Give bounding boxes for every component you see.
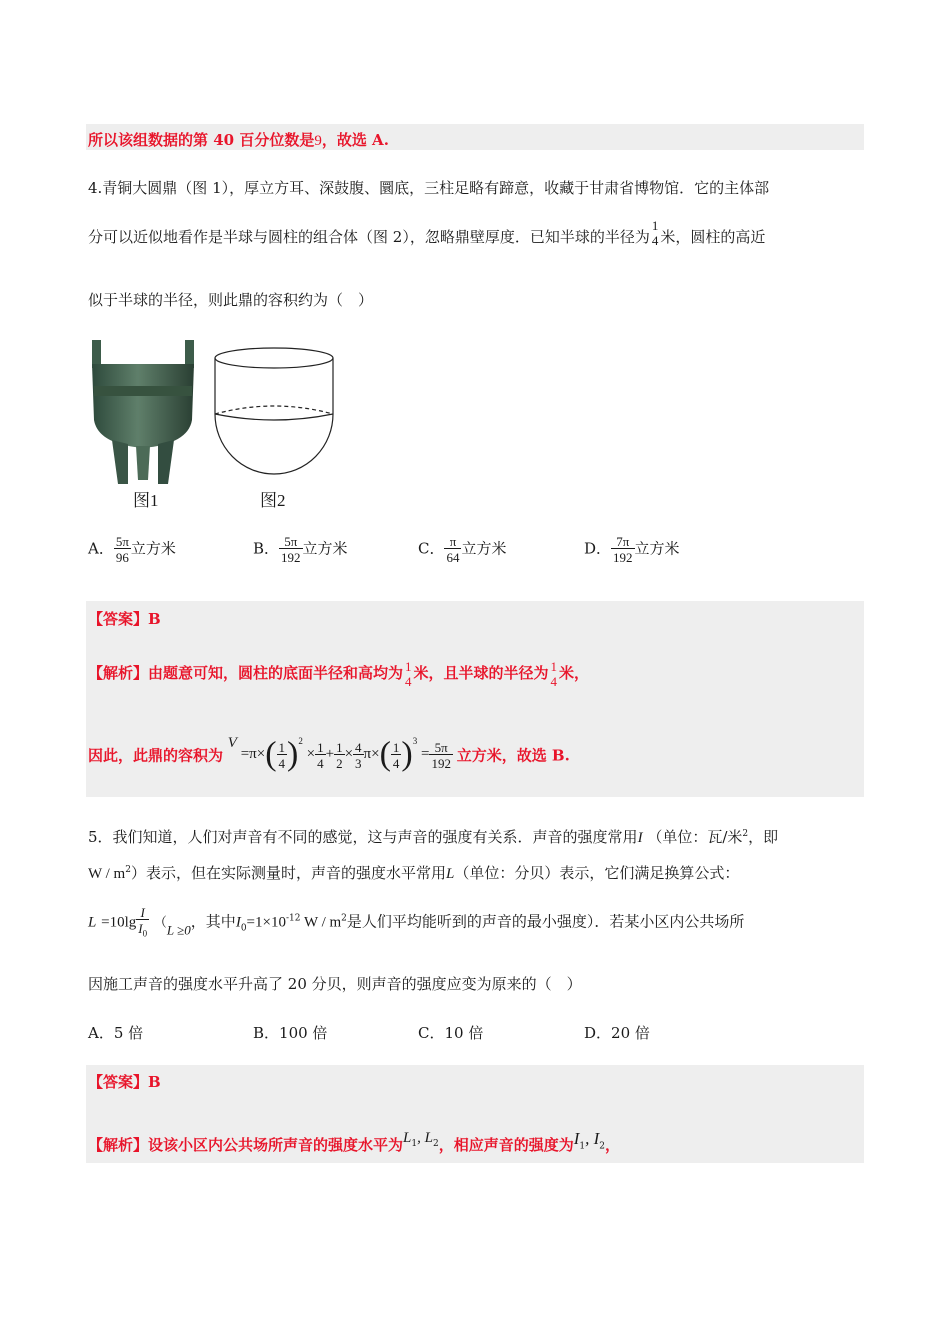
formula-frac <box>353 741 364 770</box>
analysis-text: 因此，此鼎的容积为 <box>88 746 224 765</box>
frac-den: 3 <box>355 755 362 771</box>
option-text: 100 倍 <box>279 1024 328 1042</box>
den-symbol: I <box>138 921 143 936</box>
q5-sup: 2 <box>742 829 749 839</box>
option-unit: 立方米 <box>461 539 507 558</box>
option-fraction <box>444 535 461 564</box>
frac-num: 1 <box>392 739 400 755</box>
analysis-text: 米， <box>559 664 590 682</box>
q5-analysis-line <box>88 1128 620 1155</box>
q5-line1 <box>88 826 778 847</box>
q5-cond: L ≥0 <box>166 922 191 938</box>
figure1-caption: 图1 <box>133 491 159 510</box>
q4-option-c <box>418 535 507 564</box>
q5-text: ）表示，但在实际测量时，声音的强度水平常用 <box>130 864 446 882</box>
option-unit: 立方米 <box>302 539 348 558</box>
q5-sup: 2 <box>125 865 131 875</box>
frac-den: 192 <box>281 550 301 565</box>
q4-answer-label: 【答案】B <box>88 610 161 628</box>
q5-line2 <box>88 862 739 883</box>
q5-text: （ <box>153 915 167 931</box>
formula-v: V <box>227 735 237 752</box>
frac-num: 1 <box>317 739 324 755</box>
q5-line3 <box>88 906 744 939</box>
q4-analysis-line1 <box>88 660 589 688</box>
q4-option-d <box>584 535 680 564</box>
q5-answer-label: 【答案】B <box>88 1073 161 1091</box>
q5-text: （单位：分贝）表示，它们满足换算公式： <box>454 864 740 882</box>
q5-option-a <box>88 1022 143 1043</box>
option-text: 10 倍 <box>444 1024 484 1042</box>
option-letter: C． <box>418 539 445 558</box>
analysis-text: 立方米，故选 B. <box>456 746 570 765</box>
frac-den: 4 <box>550 674 558 689</box>
analysis-label: 【解析】 <box>88 1136 149 1154</box>
analysis-text: 米，且半球的半径为 <box>413 664 549 682</box>
frac-den: 4 <box>651 233 659 248</box>
analysis-text: 设该小区内公共场所声音的强度水平为 <box>148 1136 404 1154</box>
q4-line2-text: 分可以近似地看作是半球与圆柱的组合体（图 2），忽略鼎壁厚度．已知半球的半径为 <box>88 228 650 246</box>
formula-times: × <box>344 746 354 763</box>
formula-eq: =10lg <box>101 914 137 931</box>
frac-num: 1 <box>278 739 286 755</box>
frac-num: 1 <box>651 218 659 233</box>
q5-option-d <box>584 1022 650 1043</box>
frac-den: 4 <box>317 755 324 771</box>
frac-num: 5π <box>115 534 129 549</box>
frac-den: 2 <box>336 755 343 771</box>
formula-frac <box>391 741 402 770</box>
paren-right: ) <box>287 736 299 773</box>
q5-symbol: L <box>445 866 455 882</box>
q4-line1: 4.青铜大圆鼎（图 1），厚立方耳、深鼓腹、圜底，三柱足略有蹄意，收藏于甘肃省博物馆．它的主体部 <box>88 179 770 197</box>
formula-eq: =π× <box>240 746 266 763</box>
q5-text: ，即 <box>748 828 779 846</box>
analysis-text: ， <box>605 1136 621 1154</box>
symbol: , L <box>417 1130 433 1146</box>
q4-radius-fraction <box>650 219 661 247</box>
frac-num: I <box>140 905 145 920</box>
frac-den: 192 <box>431 755 451 771</box>
option-text: 5 倍 <box>113 1024 144 1042</box>
frac-num: 5π <box>284 534 298 549</box>
paren-left: ( <box>265 736 277 773</box>
q4-line2-tail: 米，圆柱的高近 <box>660 228 766 246</box>
frac-den: 64 <box>446 550 460 565</box>
option-fraction <box>279 535 303 564</box>
q5-unit: W / m <box>300 914 342 931</box>
q5-text: ，其中 <box>190 912 236 931</box>
q4-line3: 似于半球的半径，则此鼎的容积约为（ ） <box>88 291 374 309</box>
option-text: 20 倍 <box>611 1024 650 1042</box>
formula-times: × <box>306 746 316 763</box>
prev-answer-text: 所以该组数据的第 40 百分位数是 <box>88 131 315 149</box>
volume-formula <box>227 735 457 773</box>
sub: 2 <box>599 1141 606 1152</box>
q5-unit: W / m <box>88 866 126 882</box>
bronze-ding-image <box>88 334 198 484</box>
q5-text: 是人们平均能听到的声音的最小强度）．若某小区内公共场所 <box>346 912 745 931</box>
hemisphere-cylinder-diagram <box>212 346 336 478</box>
option-fraction <box>611 535 635 564</box>
q5-text: 5．我们知道，人们对声音有不同的感觉，这与声音的强度有关系．声音的强度常用 <box>88 828 638 846</box>
formula-frac <box>315 741 326 770</box>
q4-line2 <box>88 218 766 248</box>
frac-den: 96 <box>114 548 131 564</box>
frac-num: 1 <box>550 659 558 674</box>
option-letter: D． <box>584 539 612 558</box>
q5-line4: 因施工声音的强度水平升高了 20 分贝，则声音的强度应变为原来的（ ） <box>88 975 582 993</box>
i1-i2-symbols <box>573 1129 606 1152</box>
symbol: L <box>403 1130 412 1146</box>
frac-den: 4 <box>278 755 286 771</box>
symbol: I <box>573 1129 580 1148</box>
option-letter: B． <box>253 539 280 558</box>
q5-symbol: I <box>235 914 241 931</box>
formula-exp: 2 <box>298 736 303 747</box>
formula-plus: + <box>325 746 335 763</box>
frac-num: 1 <box>405 659 412 674</box>
option-letter: A． <box>88 1024 114 1042</box>
q4-option-b <box>253 535 348 564</box>
analysis-text: ，相应声音的强度为 <box>438 1136 574 1154</box>
q5-sub: 0 <box>240 923 247 934</box>
q5-text: （单位：瓦/米 <box>647 828 743 846</box>
analysis-label: 【解析】 <box>88 664 149 682</box>
figure2-caption: 图2 <box>260 491 286 510</box>
sub: 1 <box>411 1139 418 1149</box>
formula-eq: = <box>420 746 430 763</box>
frac-num: 7π <box>616 534 630 549</box>
option-unit: 立方米 <box>634 539 680 558</box>
frac-den: 4 <box>405 674 412 689</box>
frac-num: π <box>449 534 457 549</box>
prev-answer-tail: ，故选 A. <box>321 131 389 149</box>
paren-right: ) <box>401 736 413 773</box>
paren-left: ( <box>379 736 391 773</box>
frac-den: 4 <box>392 755 400 771</box>
formula-exp: 3 <box>412 736 418 747</box>
formula-frac <box>334 741 345 770</box>
analysis-fraction <box>549 660 560 688</box>
q5-option-b <box>253 1022 327 1043</box>
q5-exp: -12 <box>285 913 301 924</box>
q5-option-c <box>418 1022 483 1043</box>
q5-symbol: I <box>637 830 643 846</box>
option-unit: 立方米 <box>130 539 176 558</box>
formula-frac <box>277 741 288 770</box>
sub: 1 <box>579 1141 586 1152</box>
frac-num: 5π <box>434 739 448 755</box>
den-sub: 0 <box>142 928 148 939</box>
q4-option-a <box>88 535 176 564</box>
frac-num: 1 <box>336 739 343 755</box>
analysis-text: 由题意可知，圆柱的底面半径和高均为 <box>148 664 404 682</box>
formula-result <box>429 741 453 770</box>
analysis-fraction <box>403 660 414 688</box>
formula-pi: π× <box>363 746 380 763</box>
option-letter: D． <box>584 1024 612 1042</box>
frac-den: 192 <box>613 550 633 565</box>
q5-value: =1×10 <box>246 914 286 931</box>
formula-frac <box>136 906 149 939</box>
frac-num: 4 <box>355 739 362 755</box>
l1-l2-symbols <box>403 1128 439 1149</box>
option-letter: B． <box>253 1024 280 1042</box>
sub: 2 <box>432 1139 439 1149</box>
symbol: , I <box>585 1129 600 1148</box>
prev-answer-line <box>88 129 389 150</box>
option-letter: A． <box>88 539 114 558</box>
option-letter: C． <box>418 1024 445 1042</box>
frac-den <box>136 919 149 939</box>
option-fraction <box>114 535 131 564</box>
q5-sup: 2 <box>341 913 347 924</box>
prev-answer-value: 9 <box>314 133 322 149</box>
formula-lhs: L <box>88 914 97 931</box>
q4-analysis-line2 <box>88 736 570 774</box>
